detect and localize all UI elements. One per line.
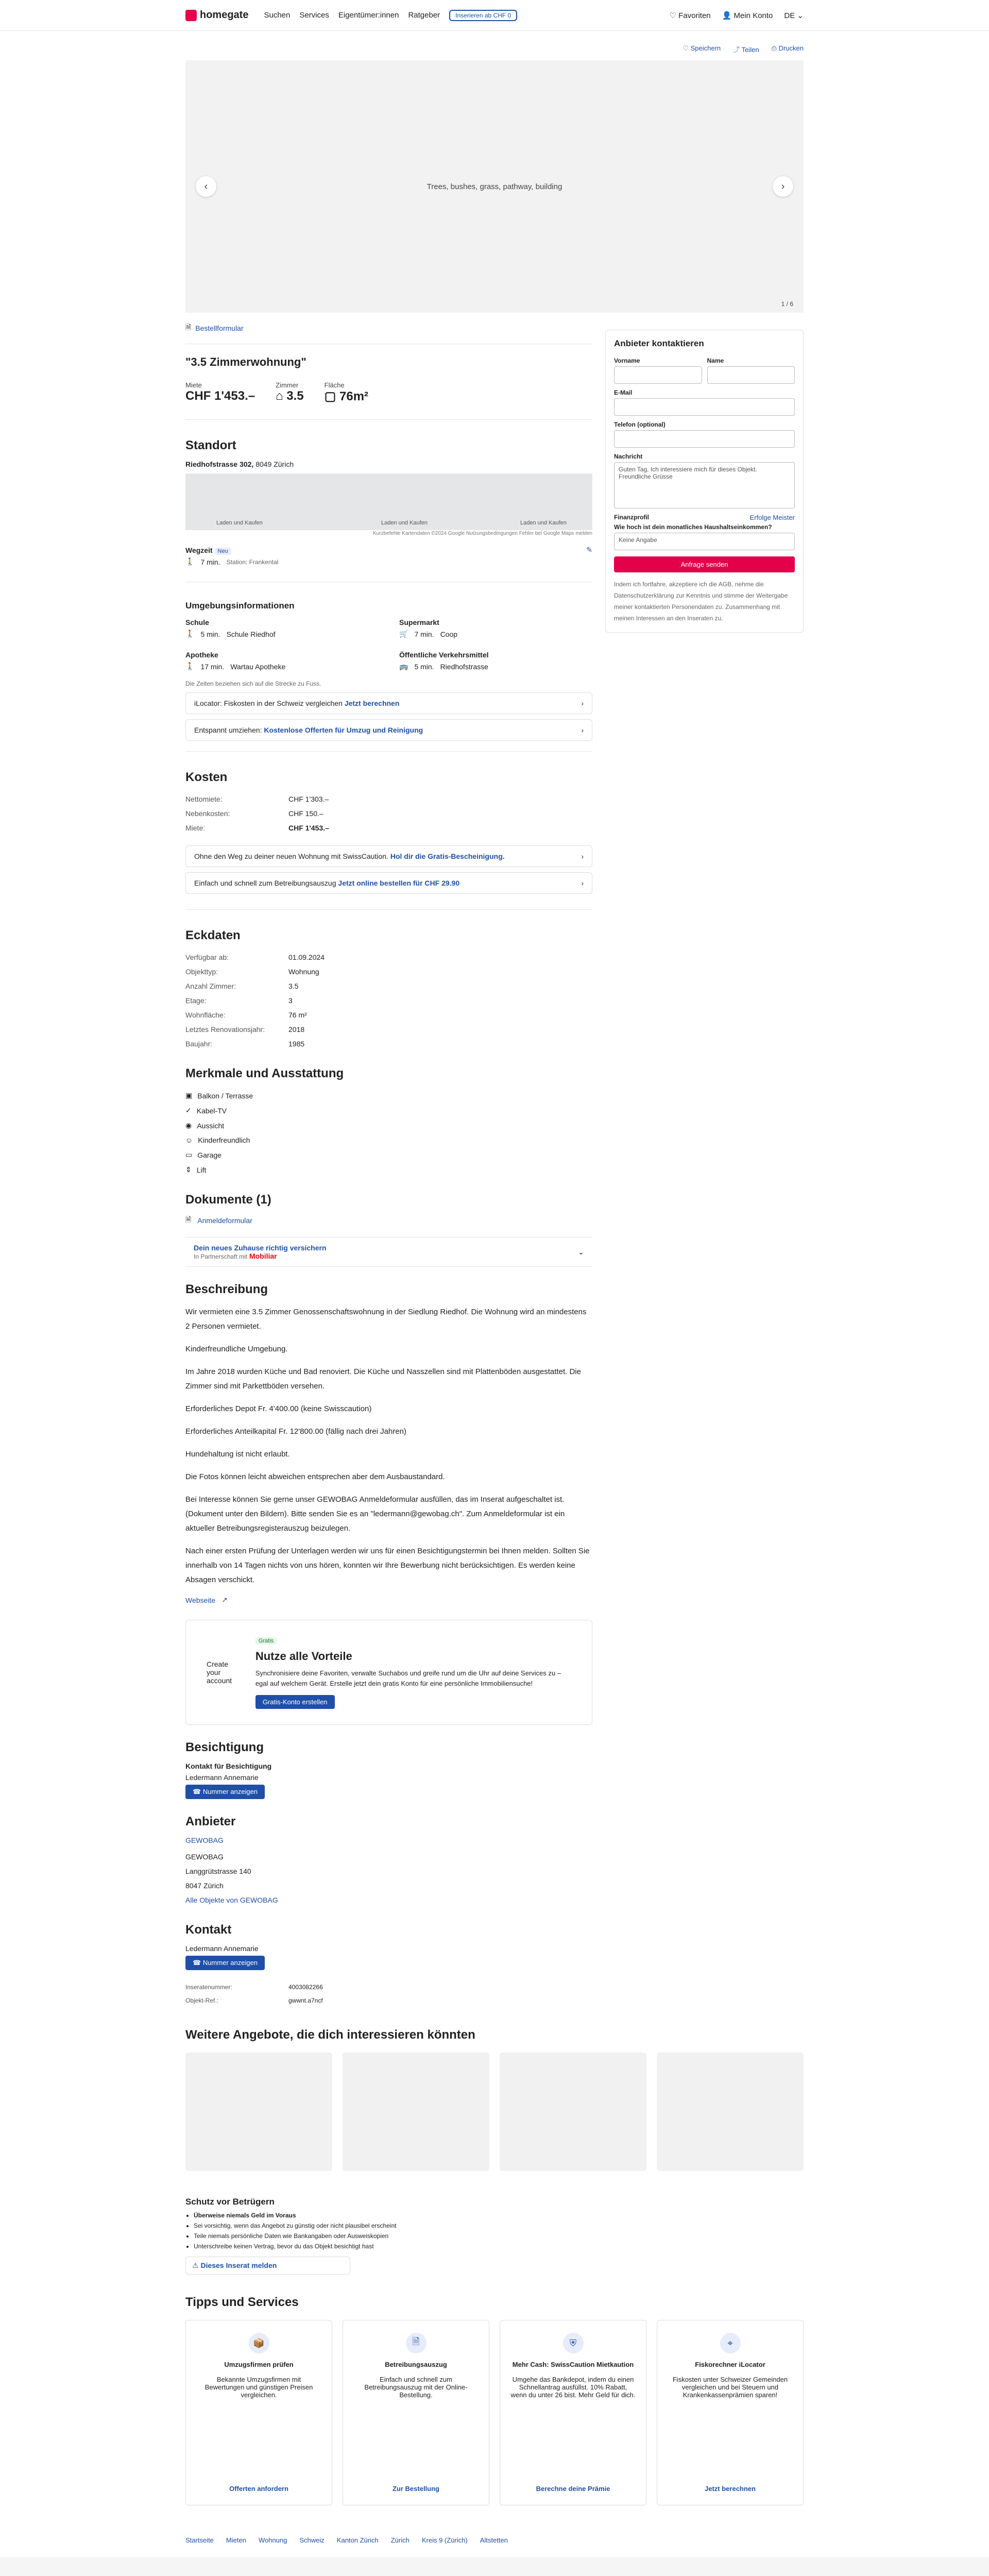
cost-row <box>185 792 329 806</box>
chevron-right-icon: › <box>581 699 584 707</box>
description-paragraph: Im Jahre 2018 wurden Küche und Bad renoviert. Die Küche und Nasszellen sind mit Plattenböden ausgestattet. Die Zimmer sind mit Parkettböden versehen. <box>185 1367 581 1391</box>
order-form-link[interactable] <box>185 313 592 344</box>
contact-section <box>185 1923 592 2007</box>
map-pin-icon: ⌖ <box>720 2333 741 2353</box>
keydata-value: 2018 <box>288 1025 305 1033</box>
breadcrumb-item[interactable]: Zürich <box>390 2536 410 2544</box>
phone-label: Telefon (optional) <box>614 421 666 428</box>
save-label: Speichern <box>690 44 721 52</box>
more-offers-grid <box>185 2053 804 2171</box>
cost-label: Miete: <box>185 824 206 832</box>
account-label: Mein Konto <box>734 11 773 20</box>
banner-link: Hol dir die Gratis-Bescheinigung. <box>390 852 505 860</box>
viewing-sub: Kontakt für Besichtigung <box>185 1762 272 1770</box>
cost-value: CHF 1'303.– <box>288 795 329 803</box>
keydata-row <box>185 964 325 979</box>
tip-link[interactable]: Jetzt berechnen <box>705 2485 756 2493</box>
keydata-value: 01.09.2024 <box>288 953 325 961</box>
tip-link[interactable]: Offerten anfordern <box>229 2485 288 2493</box>
map-label: Laden und Kaufen <box>520 520 567 526</box>
income-label: Wie hoch ist dein monatliches Haushaltseinkommen? <box>614 523 772 531</box>
message-textarea[interactable]: Guten Tag, Ich interessiere mich für dieses Objekt. Freundliche Grüsse <box>614 462 795 509</box>
more-offers-heading: Weitere Angebote, die dich interessieren könnten <box>185 2028 475 2042</box>
tip-text: Bekannte Umzugsfirmen mit Bewertungen und günstigen Preisen vergleichen. <box>204 2376 313 2399</box>
order-form-label: Bestellformular <box>195 324 244 332</box>
keydata-heading: Eckdaten <box>185 928 241 942</box>
contact-form <box>605 330 804 633</box>
lastname-label: Name <box>707 357 724 364</box>
features-section <box>185 1066 592 1177</box>
create-account-button[interactable]: Gratis-Konto erstellen <box>255 1695 335 1709</box>
description-paragraph: Wir vermieten eine 3.5 Zimmer Genossenschaftswohnung in der Siedlung Riedhof. Die Wohnung wird an mindestens 2 Personen vermietet. <box>185 1308 587 1331</box>
provider-all-link[interactable]: Alle Objekte von GEWOBAG <box>185 1896 278 1904</box>
report-listing-button[interactable] <box>185 2257 350 2275</box>
map-label: Laden und Kaufen <box>381 520 428 526</box>
poi-transport <box>399 651 592 674</box>
share-button[interactable] <box>733 44 759 54</box>
costs-section <box>185 751 592 894</box>
contact-name: Ledermann Annemarie <box>185 1944 259 1953</box>
keydata-value: 1985 <box>288 1040 305 1048</box>
provider-logo[interactable]: GEWOBAG <box>185 1836 224 1844</box>
tips-heading: Tipps und Services <box>185 2295 299 2309</box>
feature-label: Garage <box>197 1150 221 1159</box>
account-link[interactable] <box>722 11 773 20</box>
provider-section <box>185 1815 592 1907</box>
fraud-tip: • Teile niemals persönliche Daten wie Bankangaben oder Ausweiskopien <box>194 2231 592 2241</box>
poi-name: Wartau Apotheke <box>230 662 286 671</box>
garage-icon: ▭ <box>185 1150 193 1159</box>
ref-value: gwwnt.a7ncf <box>288 1997 323 2004</box>
firstname-label: Vorname <box>614 357 640 364</box>
tip-title: Fiskorechner iLocator <box>695 2361 765 2368</box>
map[interactable] <box>185 473 592 536</box>
contact-form-title: Anbieter kontaktieren <box>614 338 704 348</box>
keydata-row <box>185 950 325 964</box>
finance-link[interactable]: Erfolge Meister <box>749 514 795 521</box>
feature-item <box>185 1147 592 1162</box>
breadcrumb-item[interactable]: Wohnung <box>258 2536 287 2544</box>
poi-title: Öffentliche Verkehrsmittel <box>399 651 489 659</box>
poi-title: Schule <box>185 618 209 626</box>
finance-label: Finanzprofil <box>614 514 649 521</box>
tip-title: Mehr Cash: SwissCaution Mietkaution <box>512 2361 634 2368</box>
poi-name: Coop <box>440 630 458 638</box>
breadcrumb-item[interactable]: Kanton Zürich <box>336 2536 379 2544</box>
commute-row <box>185 546 592 554</box>
fraud-tip: • Unterschreibe keinen Vertrag, bevor du das Objekt besichtigt hast <box>194 2241 592 2251</box>
logo-text: homegate <box>200 9 249 21</box>
keydata-row <box>185 1037 325 1051</box>
heart-icon: ♡ <box>683 44 689 52</box>
email-label: E-Mail <box>614 389 633 396</box>
cost-label: Nebenkosten: <box>185 809 230 818</box>
location-heading: Standort <box>185 438 236 452</box>
main-content <box>185 313 592 2007</box>
nav-ratgeber[interactable]: Ratgeber <box>408 11 440 20</box>
document-icon: 🗎 <box>185 1215 192 1224</box>
submit-button[interactable]: Anfrage senden <box>614 556 795 572</box>
poi-title: Apotheke <box>185 651 218 659</box>
listing-title: "3.5 Zimmerwohnung" <box>185 355 306 368</box>
rooms-number: 3.5 <box>286 389 304 403</box>
site-header <box>0 0 989 31</box>
ref-label: Objekt-Ref.: <box>185 1997 219 2004</box>
lift-icon: ⇕ <box>185 1165 192 1174</box>
commute-time: 7 min. <box>200 557 220 566</box>
feature-label: Aussicht <box>197 1121 225 1130</box>
keydata-value: 3 <box>288 996 293 1005</box>
viewing-section <box>185 1740 592 1799</box>
breadcrumb-item[interactable]: Startseite <box>185 2536 214 2544</box>
view-icon: ◉ <box>185 1121 192 1129</box>
account-promo <box>185 1620 592 1725</box>
tip-text: Einfach und schnell zum Betreibungsauszug mit der Online-Bestellung. <box>364 2376 468 2399</box>
documents-section <box>185 1193 592 1227</box>
description-paragraph: Hundehaltung ist nicht erlaubt. <box>185 1450 290 1459</box>
external-link-icon: ↗ <box>221 1596 228 1604</box>
keydata-section <box>185 909 592 1051</box>
feature-label: Kabel-TV <box>196 1106 227 1115</box>
offer-card-placeholder[interactable] <box>185 2053 332 2171</box>
phone-icon: ☎ <box>193 1788 201 1795</box>
tip-card[interactable] <box>657 2320 804 2505</box>
feature-item <box>185 1133 592 1147</box>
website-link[interactable] <box>185 1596 592 1604</box>
cart-icon: 🛒 <box>399 630 408 638</box>
commute-info <box>185 557 592 566</box>
viewing-name: Ledermann Annemarie <box>185 1773 259 1782</box>
tip-card[interactable] <box>185 2320 332 2505</box>
nav-eigentuemer[interactable]: Eigentümer:innen <box>338 11 399 20</box>
feature-item <box>185 1103 592 1118</box>
document-icon: 🗎 <box>406 2333 427 2353</box>
feature-item <box>185 1118 592 1133</box>
poi-title: Supermarkt <box>399 618 439 626</box>
map-attribution: Kurzbefehle Kartendaten ©2024 Google Nutzungsbedingungen Fehler bei Google Maps melden <box>373 531 592 536</box>
banner-link: Jetzt online bestellen für CHF 29.90 <box>338 879 460 887</box>
house-icon: ⌂ <box>276 389 283 403</box>
income-select[interactable]: Keine Angabe <box>614 533 795 550</box>
keydata-value: Wohnung <box>288 968 319 976</box>
ref-row <box>185 1980 323 1994</box>
phone-input[interactable] <box>614 430 795 448</box>
viewing-phone-button[interactable] <box>185 1785 265 1799</box>
offer-card-placeholder[interactable] <box>343 2053 489 2171</box>
nav-services[interactable]: Services <box>299 11 329 20</box>
documents-heading: Dokumente (1) <box>185 1193 271 1207</box>
poi-time: 7 min. <box>414 630 434 638</box>
message-label: Nachricht <box>614 453 643 460</box>
promo-title: Nutze alle Vorteile <box>255 1650 352 1663</box>
gallery-prev-button[interactable]: ‹ <box>196 176 216 197</box>
logo-icon <box>185 10 197 21</box>
document-icon: 🗎 <box>185 323 192 331</box>
area-icon: ▢ <box>324 389 336 403</box>
address <box>185 460 592 468</box>
banner-text: Einfach und schnell zum Betreibungsauszug <box>194 879 336 887</box>
chevron-down-icon: ⌄ <box>797 11 804 20</box>
provider-city: 8047 Zürich <box>185 1882 224 1890</box>
print-button[interactable] <box>772 44 804 54</box>
costs-heading: Kosten <box>185 770 228 784</box>
walk-icon: 🚶 <box>185 630 195 638</box>
main-nav <box>264 10 517 21</box>
favorites-link[interactable] <box>670 11 711 20</box>
nav-suchen[interactable]: Suchen <box>264 11 291 20</box>
rooms-label: Zimmer <box>276 381 299 389</box>
rent-value: CHF 1'453.– <box>185 389 255 403</box>
description-paragraph: Kinderfreundliche Umgebung. <box>185 1345 288 1353</box>
fraud-tip: • Überweise niemals Geld im Voraus <box>194 2210 592 2221</box>
banner-link: Kostenlose Offerten für Umzug und Reinigung <box>264 726 423 734</box>
contact-phone-label: Nummer anzeigen <box>202 1959 258 1967</box>
keydata-label: Verfügbar ab: <box>185 953 229 961</box>
user-icon: 👤 <box>722 11 732 20</box>
offer-card-placeholder[interactable] <box>500 2053 646 2171</box>
provider-street: Langgrütstrasse 140 <box>185 1867 251 1875</box>
tip-link[interactable]: Zur Bestellung <box>392 2485 439 2493</box>
breadcrumb-item[interactable]: Altstetten <box>480 2536 508 2544</box>
language-label: DE <box>784 11 795 20</box>
cost-label: Nettomiete: <box>185 795 223 803</box>
chevron-down-icon: ⌄ <box>578 1247 584 1256</box>
swisscaution-banner[interactable] <box>185 845 592 867</box>
poi-school <box>185 618 379 641</box>
breadcrumb-item[interactable]: Kreis 9 (Zürich) <box>421 2536 468 2544</box>
banner-text: iLocator: Fiskosten in der Schweiz vergleichen <box>194 699 343 707</box>
heart-icon: ♡ <box>669 11 676 20</box>
website-label: Webseite <box>185 1596 216 1604</box>
keydata-label: Anzahl Zimmer: <box>185 982 236 990</box>
keydata-value: 76 m² <box>288 1011 307 1019</box>
insurance-sub: In Partnerschaft mit <box>194 1253 248 1260</box>
tip-text: Umgehe das Bankdepot, indem du einen Schnellantrag ausfüllst. 10% Rabatt, wenn du unter 26 bist. Mehr Geld für dich. <box>510 2376 636 2399</box>
feature-label: Kinderfreundlich <box>198 1136 250 1144</box>
tip-text: Fiskosten unter Schweizer Gemeinden vergleichen und bei Steuern und Krankenkassenprämien sparen! <box>672 2376 788 2399</box>
homegate-logo[interactable] <box>185 9 248 21</box>
rent-label: Miete <box>185 381 202 389</box>
ref-label: Inseratenummer: <box>185 1984 232 1991</box>
tip-card[interactable] <box>500 2320 646 2505</box>
report-listing-label: Dieses Inserat melden <box>200 2261 277 2269</box>
check-icon: ✓ <box>185 1106 192 1114</box>
lastname-input[interactable] <box>707 366 795 384</box>
viewing-phone-label: Nummer anzeigen <box>202 1788 258 1795</box>
cost-row <box>185 821 329 835</box>
description-section <box>185 1282 592 1604</box>
location-section <box>185 419 592 566</box>
shield-icon: ⛨ <box>563 2333 584 2353</box>
address-street: Riedhofstrasse 302, <box>185 460 254 468</box>
insert-button[interactable]: Inserieren ab CHF 0 <box>449 10 517 21</box>
walk-icon: 🚶 <box>185 557 195 566</box>
banner-text: Ohne den Weg zu deiner neuen Wohnung mit SwissCaution. <box>194 852 388 860</box>
feature-label: Lift <box>196 1165 207 1174</box>
rooms-value <box>276 389 304 403</box>
feature-item <box>185 1088 592 1103</box>
promo-left: Create your account <box>207 1660 232 1685</box>
fraud-heading: Schutz vor Betrügern <box>185 2197 275 2207</box>
banner-text: Entspannt umziehen: <box>194 726 262 734</box>
cost-value: CHF 1'453.– <box>288 824 329 832</box>
listing-actions <box>185 31 804 60</box>
warning-icon: ⚠ <box>192 2261 199 2269</box>
tip-link[interactable]: Berechne deine Prämie <box>536 2485 610 2493</box>
moving-banner[interactable] <box>185 719 592 741</box>
breadcrumb-item[interactable]: Mieten <box>226 2536 246 2544</box>
description-paragraph: Erforderliches Anteilkapital Fr. 12'800.00 (fällig nach drei Jahren) <box>185 1427 406 1436</box>
share-label: Teilen <box>741 46 759 54</box>
document-label: Anmeldeformular <box>197 1216 252 1225</box>
surroundings-section <box>185 582 592 741</box>
surroundings-note: Die Zeiten beziehen sich auf die Strecke zu Fuss. <box>185 680 321 687</box>
favorites-label: Favoriten <box>678 11 711 20</box>
offer-card-placeholder[interactable] <box>657 2053 804 2171</box>
description-paragraph: Bei Interesse können Sie gerne unser GEWOBAG Anmeldeformular ausfüllen, das im Inserat aufgeschaltet ist. (Dokument unter den Bildern). Bitte senden Sie es an "ledermann@gewobag.ch". Zum Anmeldeformular ist ein aktueller Betreibungsregisterauszug beizulegen. <box>185 1495 565 1533</box>
email-input[interactable] <box>614 398 795 416</box>
ref-value: 4003082266 <box>288 1984 323 1991</box>
fraud-section <box>185 2197 592 2275</box>
breadcrumb-item[interactable]: Schweiz <box>299 2536 325 2544</box>
poi-name: Schule Riedhof <box>226 630 276 638</box>
description-paragraph: Die Fotos können leicht abweichen entsprechen aber dem Ausbaustandard. <box>185 1472 445 1481</box>
keydata-row <box>185 979 325 993</box>
balcony-icon: ▣ <box>185 1091 193 1099</box>
description-paragraph: Erforderliches Depot Fr. 4'400.00 (keine Swisscaution) <box>185 1404 372 1413</box>
contact-phone-button[interactable] <box>185 1956 265 1970</box>
provider-name: GEWOBAG <box>185 1853 224 1861</box>
document-item[interactable] <box>185 1214 592 1227</box>
breadcrumb <box>185 2536 804 2557</box>
feature-label: Balkon / Terrasse <box>197 1091 253 1100</box>
fraud-tip: • Sei vorsichtig, wenn das Angebot zu günstig oder nicht plausibel erscheint <box>194 2221 592 2231</box>
cost-value: CHF 150.– <box>288 809 323 818</box>
tips-grid <box>185 2320 804 2505</box>
banner-link: Jetzt berechnen <box>344 699 400 707</box>
keydata-label: Letztes Renovationsjahr: <box>185 1025 265 1033</box>
key-facts <box>185 381 592 404</box>
surroundings-heading: Umgebungsinformationen <box>185 601 295 611</box>
poi-pharmacy <box>185 651 379 674</box>
language-select[interactable] <box>784 11 804 20</box>
keydata-label: Etage: <box>185 996 207 1005</box>
print-label: Drucken <box>778 44 804 52</box>
contact-heading: Kontakt <box>185 1923 232 1937</box>
moving-box-icon: 📦 <box>249 2333 269 2353</box>
description-heading: Beschreibung <box>185 1282 268 1296</box>
new-badge: Neu <box>215 548 231 555</box>
tip-title: Umzugsfirmen prüfen <box>224 2361 294 2368</box>
chevron-right-icon: › <box>581 879 584 887</box>
bus-icon: 🚌 <box>399 662 408 670</box>
share-icon: ⤴ <box>733 46 740 54</box>
map-label: Laden und Kaufen <box>216 520 263 526</box>
feature-item <box>185 1162 592 1177</box>
area-label: Fläche <box>324 381 345 389</box>
phone-icon: ☎ <box>193 1959 201 1967</box>
image-gallery[interactable] <box>185 60 804 313</box>
promo-text: Synchronisiere deine Favoriten, verwalte Suchabos und greife rund um die Uhr auf deine Services zu – egal auf welchem Gerät. Erstelle jetzt dein gratis Konto für eine persönliche Immobiliensuche! <box>255 1669 561 1687</box>
ref-row <box>185 1994 323 2007</box>
address-city: 8049 Zürich <box>255 460 294 468</box>
keydata-row <box>185 1022 325 1037</box>
firstname-input[interactable] <box>614 366 702 384</box>
free-badge: Gratis <box>255 1637 277 1645</box>
commute-heading: Wegzeit <box>185 546 213 554</box>
keydata-label: Wohnfläche: <box>185 1011 226 1019</box>
poi-time: 5 min. <box>414 662 434 671</box>
keydata-row <box>185 993 325 1008</box>
gallery-next-button[interactable]: › <box>773 176 793 197</box>
poi-time: 17 min. <box>200 662 225 671</box>
chevron-right-icon: › <box>581 852 584 860</box>
poi-name: Riedhofstrasse <box>440 662 488 671</box>
tip-title: Betreibungsauszug <box>385 2361 447 2368</box>
area-number: 76m² <box>339 389 369 403</box>
poi-time: 5 min. <box>200 630 220 638</box>
viewing-heading: Besichtigung <box>185 1740 264 1754</box>
features-heading: Merkmale und Ausstattung <box>185 1066 344 1080</box>
insurance-title: Dein neues Zuhause richtig versichern <box>194 1244 327 1252</box>
child-icon: ☺ <box>185 1136 193 1144</box>
chevron-right-icon: › <box>581 726 584 734</box>
debt-extract-banner[interactable] <box>185 872 592 894</box>
keydata-value: 3.5 <box>288 982 299 990</box>
insurance-banner[interactable] <box>185 1237 592 1267</box>
gallery-image-alt: Trees, bushes, grass, pathway, building <box>427 182 562 191</box>
cost-row <box>185 806 329 821</box>
print-icon: ⎙ <box>771 44 777 52</box>
description-paragraph: Nach einer ersten Prüfung der Unterlagen werden wir uns für einen Besichtigungstermin bei Ihnen melden. Sollten Sie innerhalb von 14 Tagen nichts von uns hören, konnten wir Ihre Bewerbung nicht berücksichtigen. Es werden keine Absagen verschickt. <box>185 1547 590 1584</box>
keydata-row <box>185 1008 325 1022</box>
gallery-counter: 1 / 6 <box>781 300 793 308</box>
ilocator-banner[interactable] <box>185 692 592 714</box>
walk-icon: 🚶 <box>185 662 195 670</box>
area-value <box>325 389 368 404</box>
legal-text: Indem ich fortfahre, akzeptiere ich die AGB, nehme die Datenschutzerklärung zur Kenntnis und stimme der Weitergabe meiner kontaktierten Personendaten zu. Zusammenhang mit meinen Interessen an den Inseraten zu. <box>614 581 788 622</box>
commute-station: Station: Frankental <box>226 558 279 566</box>
provider-heading: Anbieter <box>185 1815 236 1828</box>
mobiliar-logo: Mobiliar <box>249 1252 277 1260</box>
site-footer <box>0 2557 989 2576</box>
poi-supermarket <box>399 618 592 641</box>
save-button[interactable] <box>683 44 721 54</box>
keydata-label: Objekttyp: <box>185 968 218 976</box>
tip-card[interactable] <box>343 2320 489 2505</box>
edit-icon[interactable]: ✎ <box>586 546 592 554</box>
keydata-label: Baujahr: <box>185 1040 213 1048</box>
